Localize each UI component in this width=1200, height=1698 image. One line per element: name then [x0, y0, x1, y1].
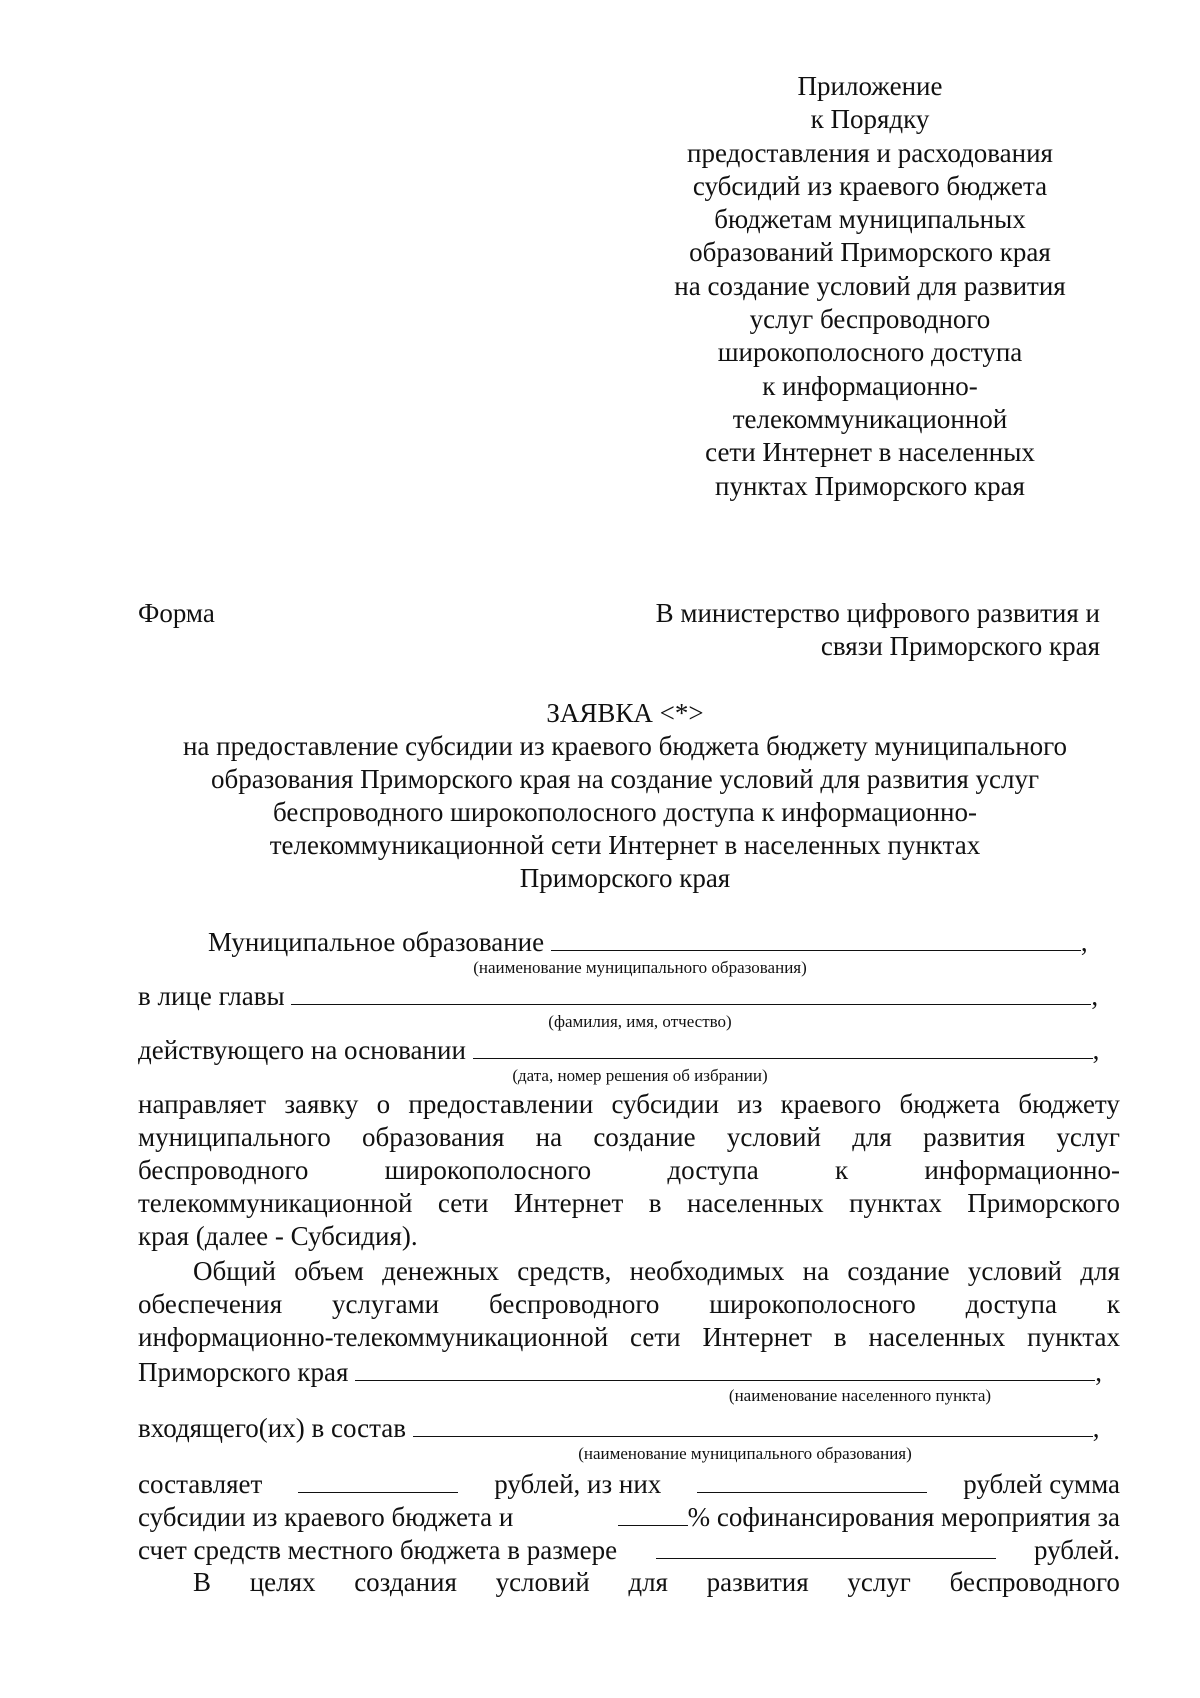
amount-line [138, 1466, 1120, 1501]
title-line: телекоммуникационной сети Интернет в населенных пунктах [269, 830, 981, 860]
subsidy-line [138, 1499, 1120, 1534]
addressee [656, 597, 1100, 663]
appendix-line: предоставления и расходования [687, 137, 1053, 168]
title-line: на предоставление субсидии из краевого бюджета бюджету муниципального [182, 731, 1068, 761]
appendix-line: Приложение [797, 71, 943, 101]
amount-label: составляет [138, 1469, 263, 1499]
head-label: в лице главы [138, 981, 285, 1011]
form-label: Форма [138, 598, 215, 628]
basis-blank[interactable] [473, 1032, 1093, 1059]
comma: , [1092, 1035, 1100, 1065]
addressee-line: связи Приморского края [820, 631, 1100, 661]
included-caption: (наименование муниципального образования) [578, 1444, 912, 1463]
para1-last-line: края (далее - Субсидия). [138, 1221, 418, 1251]
cofinance-group [618, 1499, 1120, 1534]
included-field [138, 1410, 1099, 1445]
appendix-line: услуг беспроводного [749, 304, 991, 335]
local-budget-line [138, 1532, 1120, 1567]
title-line: Приморского края [519, 863, 731, 893]
settlement-caption: (наименование населенного пункта) [728, 1386, 992, 1405]
rubles-end-text: рублей. [1033, 1535, 1120, 1565]
comma: , [1095, 1357, 1102, 1387]
subsidy-text: субсидии из краевого бюджета и [138, 1502, 514, 1532]
appendix-line: широкополосного доступа [717, 337, 1023, 368]
title-line: беспроводного широкополосного доступа к информационно- [273, 797, 977, 827]
para2-line: информационно-телекоммуникационной сети Интернет в населенных пунктах [138, 1322, 1120, 1352]
basis-field [138, 1032, 1099, 1067]
settlement-blank[interactable] [355, 1354, 1095, 1381]
head-caption: (фамилия, имя, отчество) [548, 1012, 732, 1031]
local-amount-blank[interactable] [656, 1532, 996, 1559]
appendix-line: субсидий из краевого бюджета [692, 170, 1048, 201]
included-blank[interactable] [413, 1410, 1093, 1437]
rubles-from-text: рублей, из них [494, 1469, 662, 1499]
para2-line: обеспечения услугами беспроводного широкополосного доступа к [138, 1289, 1120, 1319]
addressee-line: В министерство цифрового развития и [655, 598, 1100, 628]
appendix-line: на создание условий для развития [674, 270, 1066, 301]
settlement-field [138, 1354, 1102, 1389]
included-label: входящего(их) в состав [138, 1413, 406, 1443]
para1-line: телекоммуникационной сети Интернет в населенных пунктах Приморского [138, 1188, 1120, 1218]
municipality-label: Муниципальное образование [208, 927, 545, 957]
rubles-sum-text: рублей сумма [963, 1469, 1120, 1499]
municipality-caption: (наименование муниципального образования) [473, 958, 807, 977]
head-field [138, 978, 1098, 1013]
basis-caption: (дата, номер решения об избрании) [512, 1066, 768, 1085]
cofinance-percent-blank[interactable] [618, 1499, 688, 1526]
comma: , [1092, 1413, 1100, 1443]
appendix-line: пунктах Приморского края [715, 470, 1025, 501]
application-heading: ЗАЯВКА <*> [546, 698, 704, 728]
head-blank[interactable] [291, 978, 1091, 1005]
comma: , [1091, 981, 1099, 1011]
para1-line: муниципального образования на создание условий для развития услуг [138, 1122, 1120, 1152]
cofinance-text: % софинансирования мероприятия за [687, 1502, 1120, 1532]
municipality-field [208, 924, 1088, 959]
para2-line: Общий объем денежных средств, необходимых на создание условий для [193, 1256, 1120, 1286]
appendix-line: к Порядку [810, 104, 930, 135]
appendix-line: сети Интернет в населенных [705, 437, 1035, 468]
appendix-line: образований Приморского края [689, 237, 1051, 268]
appendix-line: к информационно- [762, 370, 978, 401]
basis-label: действующего на основании [138, 1035, 466, 1065]
comma: , [1080, 927, 1088, 957]
para1-line: направляет заявку о предоставлении субсидии из краевого бюджета бюджету [138, 1089, 1120, 1119]
amount-total-blank[interactable] [298, 1466, 458, 1493]
appendix-header [640, 70, 1100, 503]
amount-subsidy-blank[interactable] [697, 1466, 927, 1493]
local-text: счет средств местного бюджета в размере [138, 1535, 618, 1565]
municipality-blank[interactable] [551, 924, 1081, 951]
settlement-label: Приморского края [138, 1357, 349, 1387]
title-line: образования Приморского края на создание условий для развития услуг [210, 764, 1040, 794]
para1-line: беспроводного широкополосного доступа к информационно- [138, 1155, 1120, 1185]
appendix-line: телекоммуникационной [732, 403, 1008, 434]
para3-line: В целях создания условий для развития услуг беспроводного [193, 1567, 1120, 1597]
appendix-line: бюджетам муниципальных [714, 204, 1026, 235]
